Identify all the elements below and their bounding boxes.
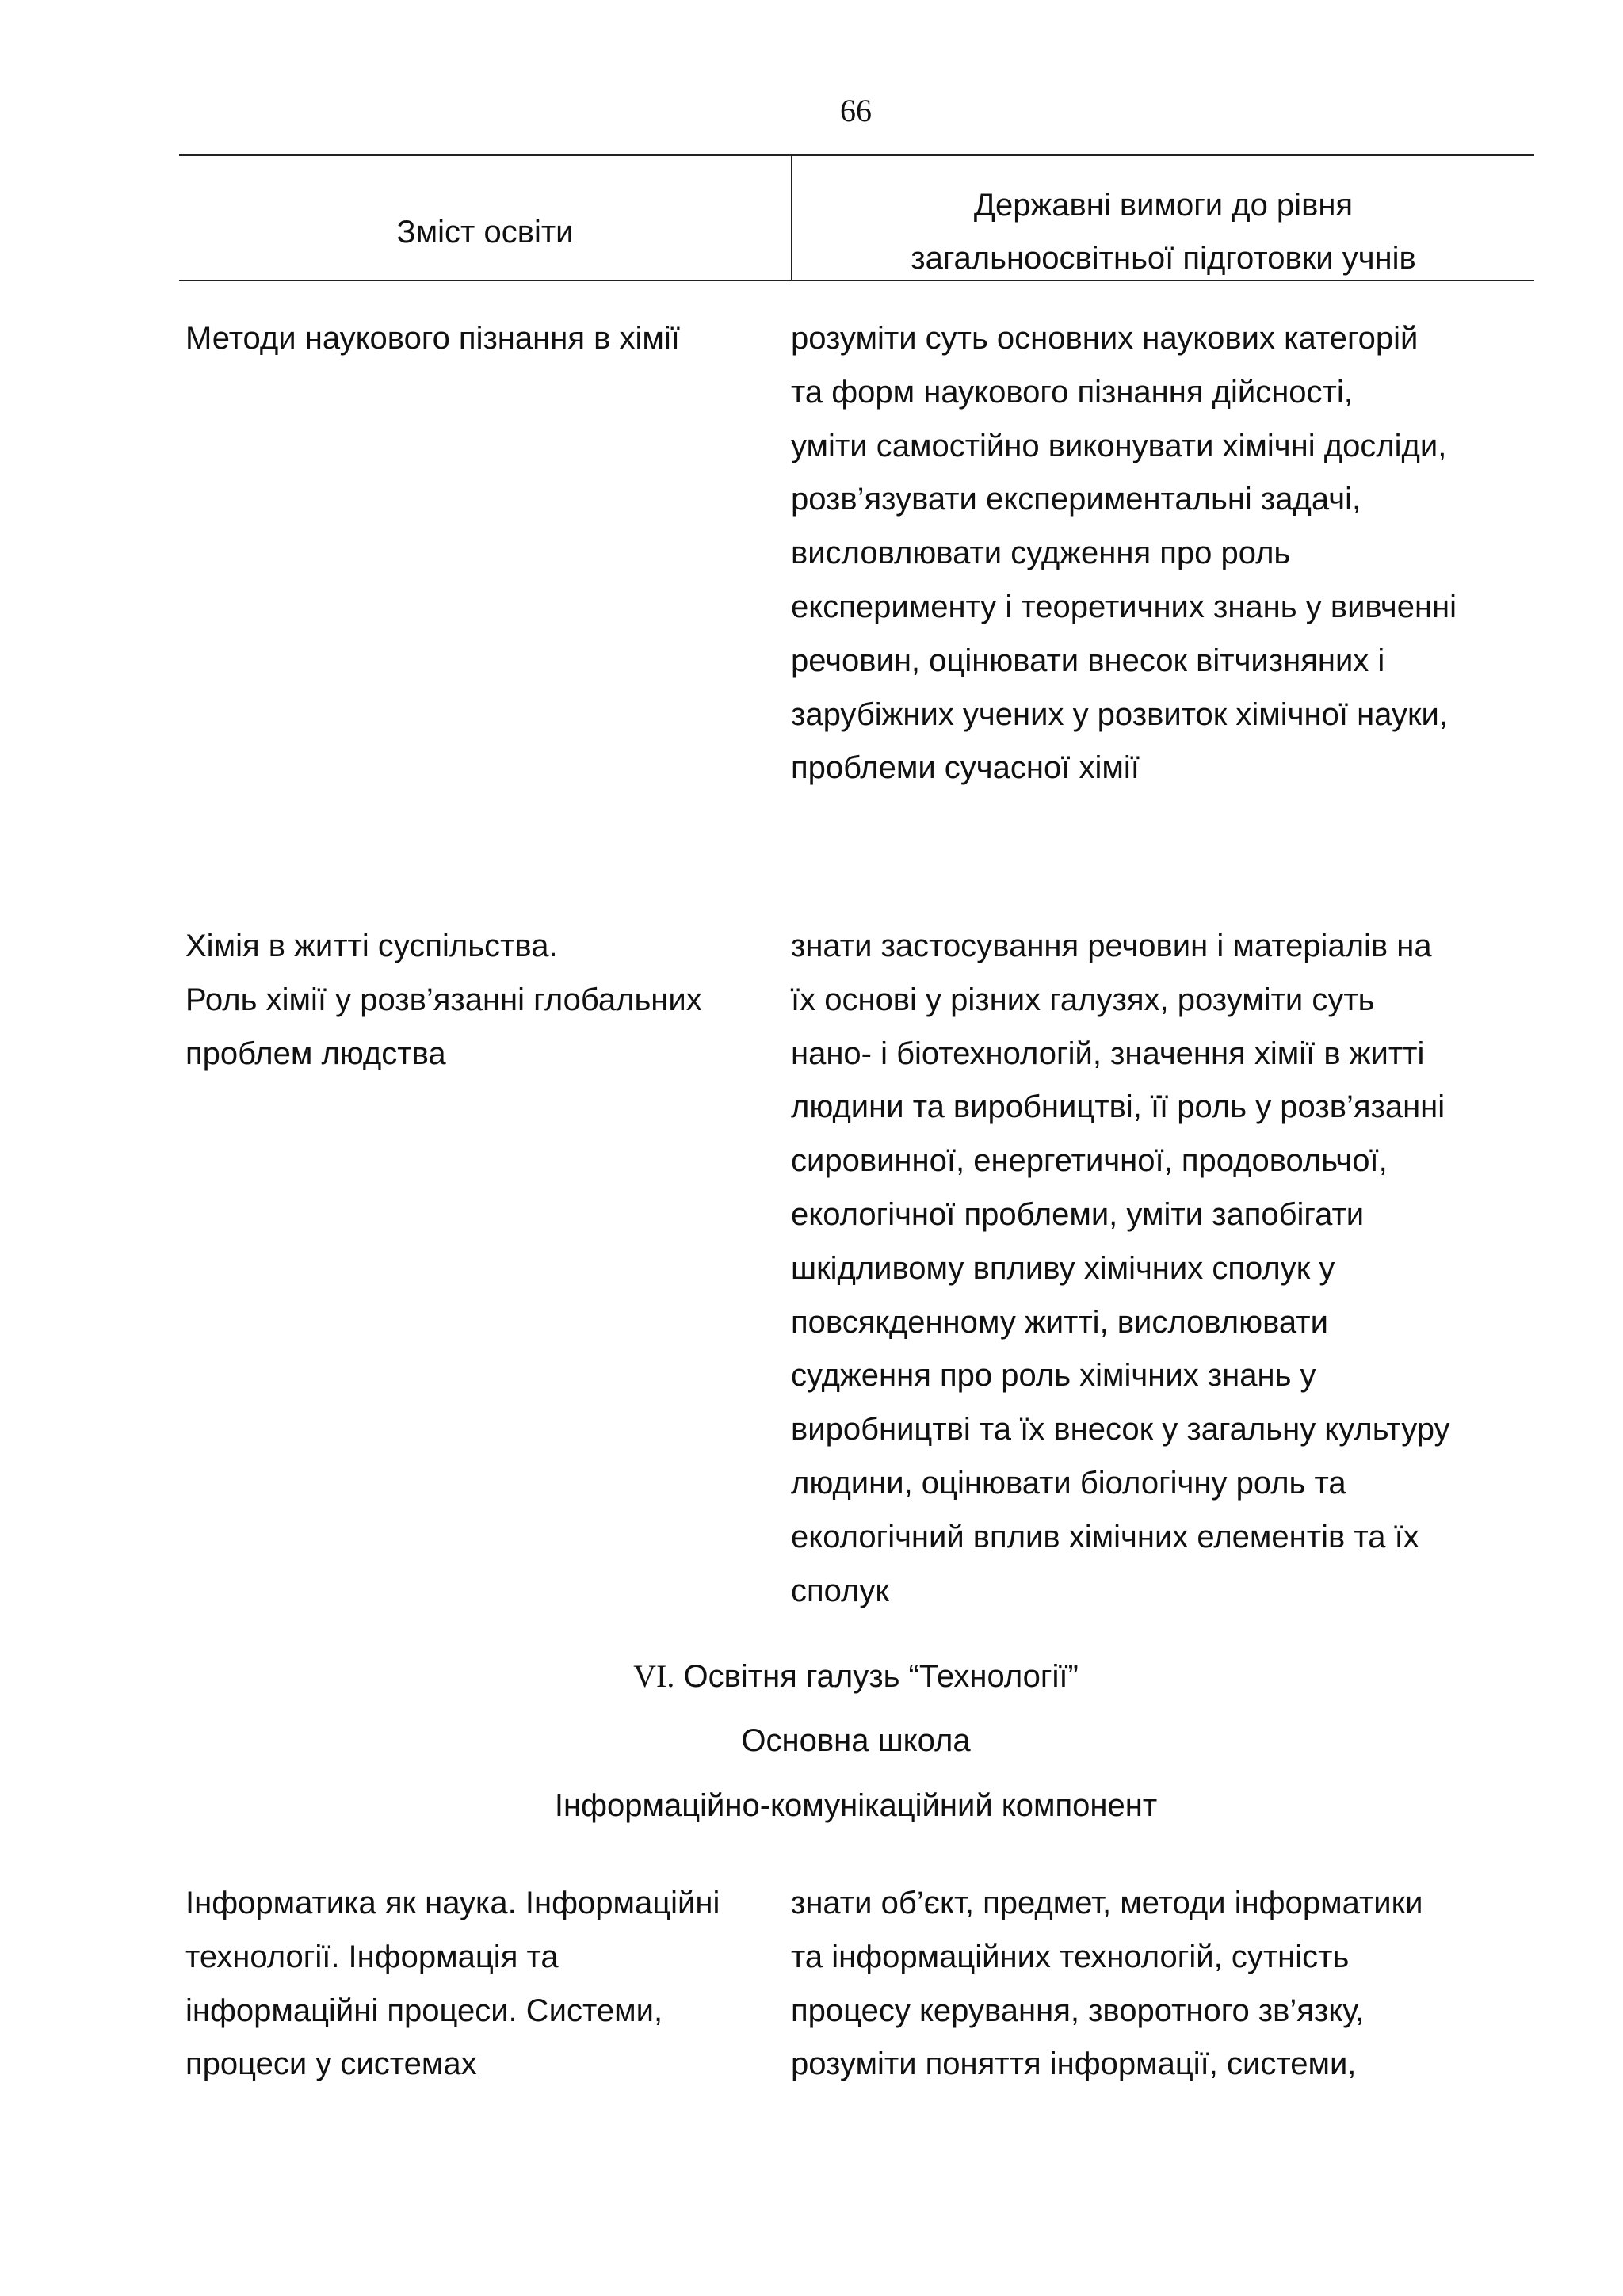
- requirements-line: розв’язувати експериментальні задачі,: [791, 482, 1361, 517]
- requirements-line: нано- і біотехнологій, значення хімії в житті: [791, 1035, 1425, 1071]
- requirements-line: виробництві та їх внесок у загальну культуру: [791, 1412, 1450, 1447]
- requirements-line: екологічної проблеми, уміти запобігати: [791, 1196, 1365, 1232]
- section-roman-numeral: VI.: [633, 1658, 675, 1694]
- requirements-line: повсякденному житті, висловлювати: [791, 1304, 1328, 1340]
- requirements-line: розуміти поняття інформації, системи,: [791, 2046, 1357, 2082]
- section-level: Основна школа: [741, 1723, 971, 1758]
- requirements-line: експерименту і теоретичних знань у вивченні: [791, 589, 1457, 624]
- section-title: Освітня галузь “Технології”: [683, 1659, 1079, 1694]
- requirements-line: сполук: [791, 1573, 889, 1608]
- requirements-line: сировинної, енергетичної, продовольчої,: [791, 1143, 1388, 1179]
- table-header-requirements-line: загальноосвітньої підготовки учнів: [911, 241, 1416, 276]
- section-heading: [0, 1653, 1623, 1700]
- requirements-line: та форм наукового пізнання дійсності,: [791, 374, 1353, 410]
- content-line: Методи наукового пізнання в хімії: [185, 321, 680, 356]
- table-header-requirements-line: Державні вимоги до рівня: [973, 188, 1354, 223]
- requirements-line: людини, оцінювати біологічну роль та: [791, 1465, 1346, 1501]
- requirements-line: уміти самостійно виконувати хімічні досліди,: [791, 428, 1447, 463]
- row-content-cell: [185, 920, 788, 1081]
- page-number: 66: [840, 93, 872, 128]
- content-line: процеси у системах: [185, 2046, 477, 2082]
- requirements-line: проблеми сучасної хімії: [791, 750, 1140, 786]
- requirements-line: людини та виробництві, її роль у розв’язанні: [791, 1089, 1445, 1125]
- requirements-line: знати об’єкт, предмет, методи інформатики: [791, 1886, 1423, 1920]
- content-line: технології. Інформація та: [185, 1939, 559, 1974]
- table-header-content: Зміст освіти: [396, 215, 574, 250]
- requirements-line: речовин, оцінювати внесок вітчизняних і: [791, 643, 1385, 678]
- requirements-line: зарубіжних учених у розвиток хімічної науки,: [791, 696, 1448, 732]
- row-content-cell: [185, 1877, 788, 2092]
- content-line: інформаційні процеси. Системи,: [185, 1993, 663, 2028]
- table-header-requirements: [792, 179, 1534, 285]
- row-requirements-cell: [791, 920, 1540, 1618]
- requirements-line: екологічний вплив хімічних елементів та їх: [791, 1519, 1419, 1554]
- row-requirements-cell: [791, 1877, 1540, 2092]
- table-top-rule: [179, 154, 1534, 156]
- requirements-line: знати застосування речовин і матеріалів на: [791, 929, 1432, 963]
- content-line: Інформатика як наука. Інформаційні: [185, 1886, 720, 1920]
- requirements-line: їх основі у різних галузях, розуміти суть: [791, 982, 1375, 1017]
- row-content-cell: [185, 312, 788, 366]
- row-requirements-cell: [791, 312, 1540, 795]
- content-line: Хімія в житті суспільства.: [185, 929, 558, 963]
- requirements-line: процесу керування, зворотного зв’язку,: [791, 1993, 1365, 2028]
- requirements-line: шкідливому впливу хімічних сполук у: [791, 1250, 1335, 1286]
- section-component: Інформаційно-комунікаційний компонент: [554, 1788, 1158, 1823]
- requirements-line: висловлювати судження про роль: [791, 536, 1291, 571]
- requirements-line: судження про роль хімічних знань у: [791, 1358, 1316, 1394]
- content-line: проблем людства: [185, 1035, 446, 1071]
- content-line: Роль хімії у розв’язанні глобальних: [185, 982, 702, 1017]
- requirements-line: розуміти суть основних наукових категорій: [791, 321, 1419, 356]
- requirements-line: та інформаційних технологій, сутність: [791, 1939, 1350, 1974]
